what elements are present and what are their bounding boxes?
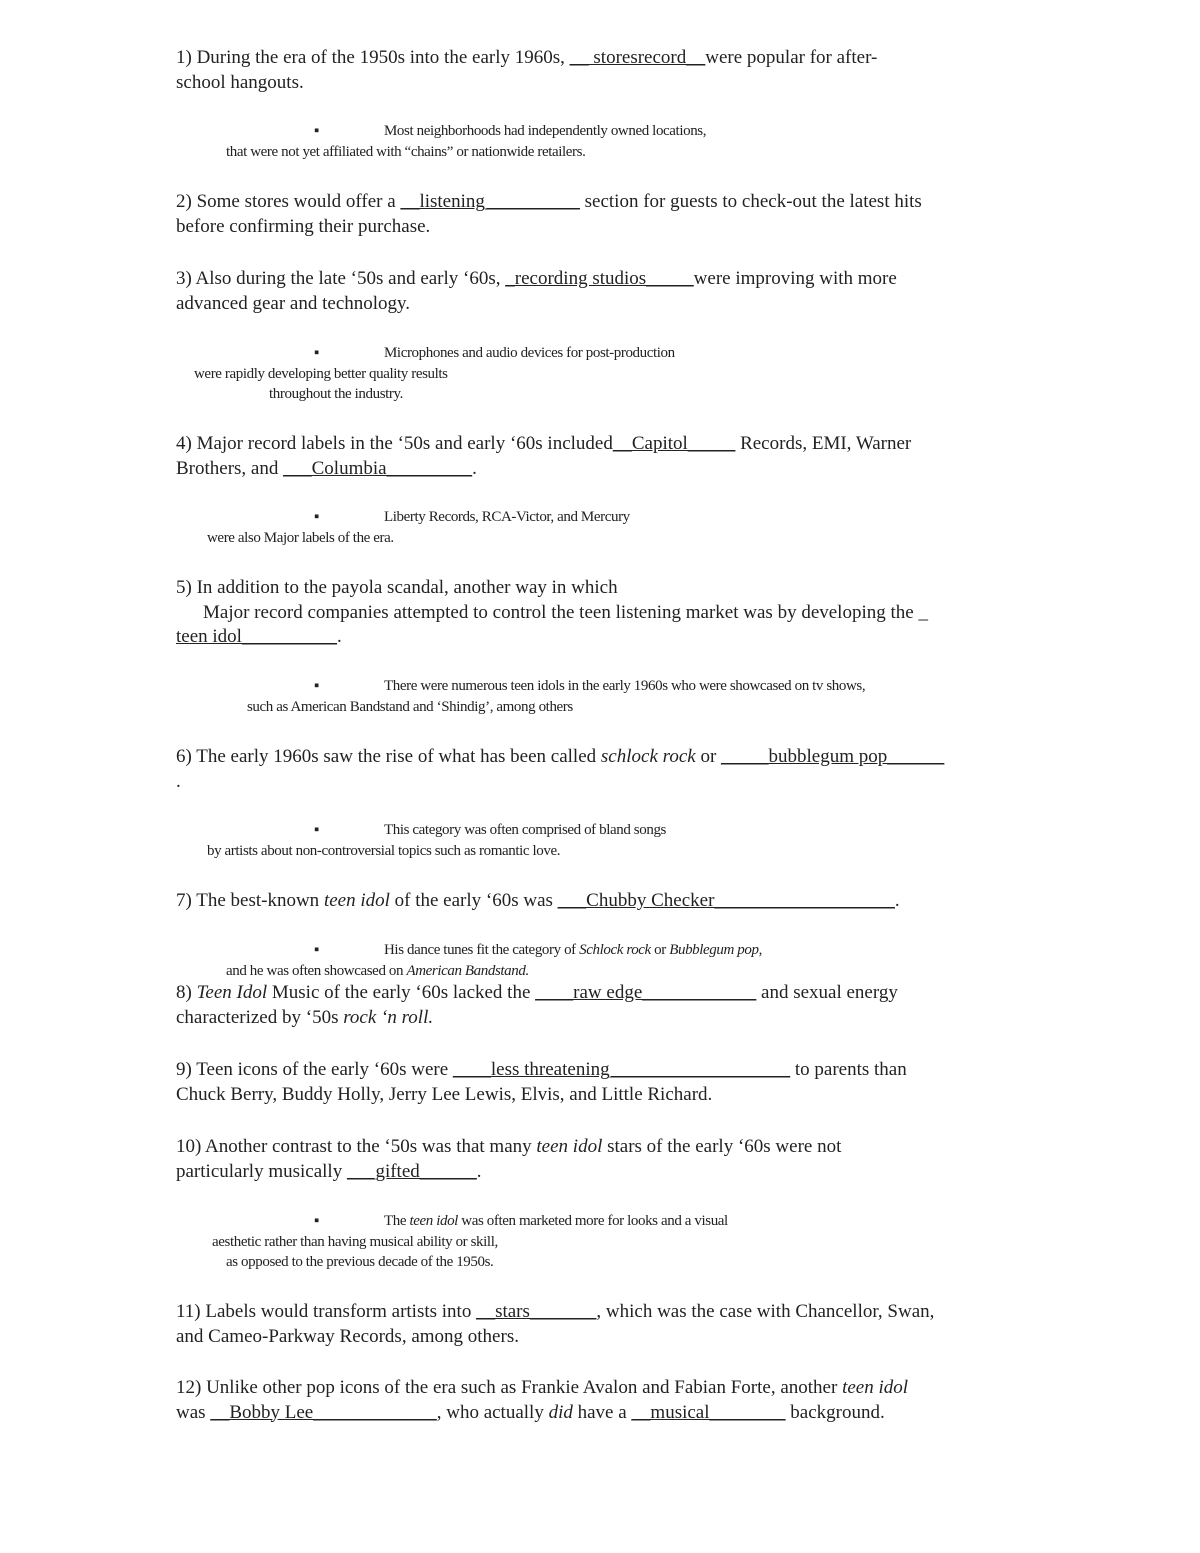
question-9 [176,1058,1036,1107]
question-12 [176,1376,1036,1425]
question-text: 6) The early 1960s saw the rise of what has been called [176,746,601,767]
question-text: were improving with more [693,268,897,289]
question-text: 12) Unlike other pop icons of the era such as Frankie Avalon and Fabian Forte, another [176,1377,843,1398]
answer-blank: ___Chubby Checker___________________ [557,890,895,911]
bullet-icon: ▪ [314,345,319,361]
note-text: Most neighborhoods had independently owned locations, [384,123,707,139]
answer-blank: __Bobby Lee_____________ [210,1401,437,1423]
bullet-icon: ▪ [314,942,319,958]
question-text: 4) Major record labels in the ‘50s and early ‘60s included [176,433,613,454]
question-text: background. [785,1401,885,1423]
emphasis-text: teen idol [842,1377,909,1398]
answer-blank: __musical________ [631,1401,786,1423]
question-5 [176,576,1036,650]
note-3 [194,343,675,405]
question-text: 7) The best-known [176,890,324,911]
question-text: 11) Labels would transform artists into [176,1301,477,1322]
question-text: 8) [176,982,197,1003]
question-text: 5) In addition to the payola scandal, another way in which [176,577,618,598]
note-text: by artists about non-controversial topics such as romantic love. [207,842,561,859]
question-2 [176,190,1036,239]
question-6 [176,745,1036,794]
question-7 [176,889,1036,914]
question-text: were popular for after- [705,47,878,68]
note-text: His dance tunes fit the category of [384,942,580,958]
question-text: . [336,626,342,647]
emphasis-text: rock ‘n roll. [343,1006,434,1028]
question-text: , which was the case with Chancellor, Swan, [596,1301,935,1322]
note-text: were also Major labels of the era. [207,529,394,546]
question-text: before confirming their purchase. [176,215,431,237]
question-text: was [176,1401,211,1423]
emphasis-text: Schlock rock [579,942,651,958]
note-text: Microphones and audio devices for post-production [384,345,675,361]
question-8 [176,981,1036,1030]
note-text: throughout the industry. [269,386,403,402]
answer-blank: ___Columbia_________ [283,457,473,479]
question-text: 9) Teen icons of the early ‘60s were [176,1059,453,1080]
question-text: 10) Another contrast to the ‘50s was that many [176,1136,537,1157]
question-text: have a [572,1401,632,1423]
note-text: aesthetic rather than having musical ability or skill, [212,1233,498,1250]
note-text: Liberty Records, RCA-Victor, and Mercury [384,509,630,525]
question-text: . [476,1160,482,1182]
emphasis-text: did [548,1401,573,1423]
emphasis-text: teen idol [409,1213,458,1229]
answer-blank: __listening__________ [400,191,580,212]
question-text: . [472,457,477,479]
question-text: particularly musically [176,1160,347,1182]
question-text: characterized by ‘50s [176,1006,344,1028]
question-10 [176,1135,1036,1184]
question-text: section for guests to check-out the latest hits [579,191,922,212]
note-text: were rapidly developing better quality results [194,365,448,382]
note-5 [247,676,865,717]
bullet-icon: ▪ [314,123,319,139]
question-text: Records, EMI, Warner [735,433,912,454]
answer-blank: _recording studios_____ [505,268,694,289]
question-text: advanced gear and technology. [176,292,411,314]
note-7 [226,940,762,981]
answer-blank: __stars_______ [476,1301,597,1322]
note-text: The [384,1213,410,1229]
bullet-icon: ▪ [314,822,319,838]
answer-blank: __ storesrecord__ [569,47,706,68]
note-text: or [650,942,670,958]
note-text: There were numerous teen idols in the early 1960s who were showcased on tv shows, [384,678,866,694]
note-text: and he was often showcased on [226,962,407,979]
question-text: Major record companies attempted to control the teen listening market was by developing the _ [203,601,928,623]
bullet-icon: ▪ [314,509,319,525]
note-text: , [758,942,762,958]
bullet-icon: ▪ [314,1213,319,1229]
note-text: such as American Bandstand and ‘Shindig’, among others [247,698,573,715]
note-text: was often marketed more for looks and a visual [457,1213,728,1229]
question-text: 1) During the era of the 1950s into the early 1960s, [176,47,570,68]
question-text: to parents than [790,1059,907,1080]
note-10 [212,1211,728,1273]
answer-blank: ____less threatening___________________ [452,1059,791,1080]
question-text: 2) Some stores would offer a [176,191,401,212]
answer-blank: ____raw edge____________ [535,982,757,1003]
question-text: or [695,746,722,767]
bullet-icon: ▪ [314,678,319,694]
answer-blank: __Capitol_____ [612,433,736,454]
question-3 [176,267,1036,316]
question-text: Music of the early ‘60s lacked the [267,982,536,1003]
question-text: and Cameo-Parkway Records, among others. [176,1325,519,1347]
question-11 [176,1300,1036,1349]
question-text: school hangouts. [176,71,304,93]
question-text: stars of the early ‘60s were not [602,1136,842,1157]
question-text: of the early ‘60s was [389,890,558,911]
question-text: Chuck Berry, Buddy Holly, Jerry Lee Lewis, Elvis, and Little Richard. [176,1083,713,1105]
question-text: and sexual energy [756,982,898,1003]
question-text: . [176,770,181,792]
question-text: , who actually [436,1401,549,1423]
emphasis-text: Teen Idol [196,982,268,1003]
emphasis-text: schlock rock [600,746,696,767]
note-text: that were not yet affiliated with “chains” or nationwide retailers. [226,143,586,160]
answer-blank: teen idol__________ [176,626,337,647]
answer-blank: _____bubblegum pop______ [721,746,945,767]
note-4 [207,507,630,548]
question-4 [176,432,1036,481]
note-1 [226,121,706,162]
answer-blank: ___gifted______ [346,1160,477,1182]
question-text: . [894,890,900,911]
question-text: Brothers, and [176,457,284,479]
emphasis-text: teen idol [536,1136,603,1157]
emphasis-text: American Bandstand. [406,962,529,979]
emphasis-text: Bubblegum pop [669,942,759,958]
question-text: 3) Also during the late ‘50s and early ‘60s, [176,268,506,289]
emphasis-text: teen idol [323,890,390,911]
question-1 [176,46,1036,95]
note-text: This category was often comprised of bland songs [384,822,666,838]
note-6 [207,820,666,861]
note-text: as opposed to the previous decade of the 1950s. [226,1254,494,1270]
